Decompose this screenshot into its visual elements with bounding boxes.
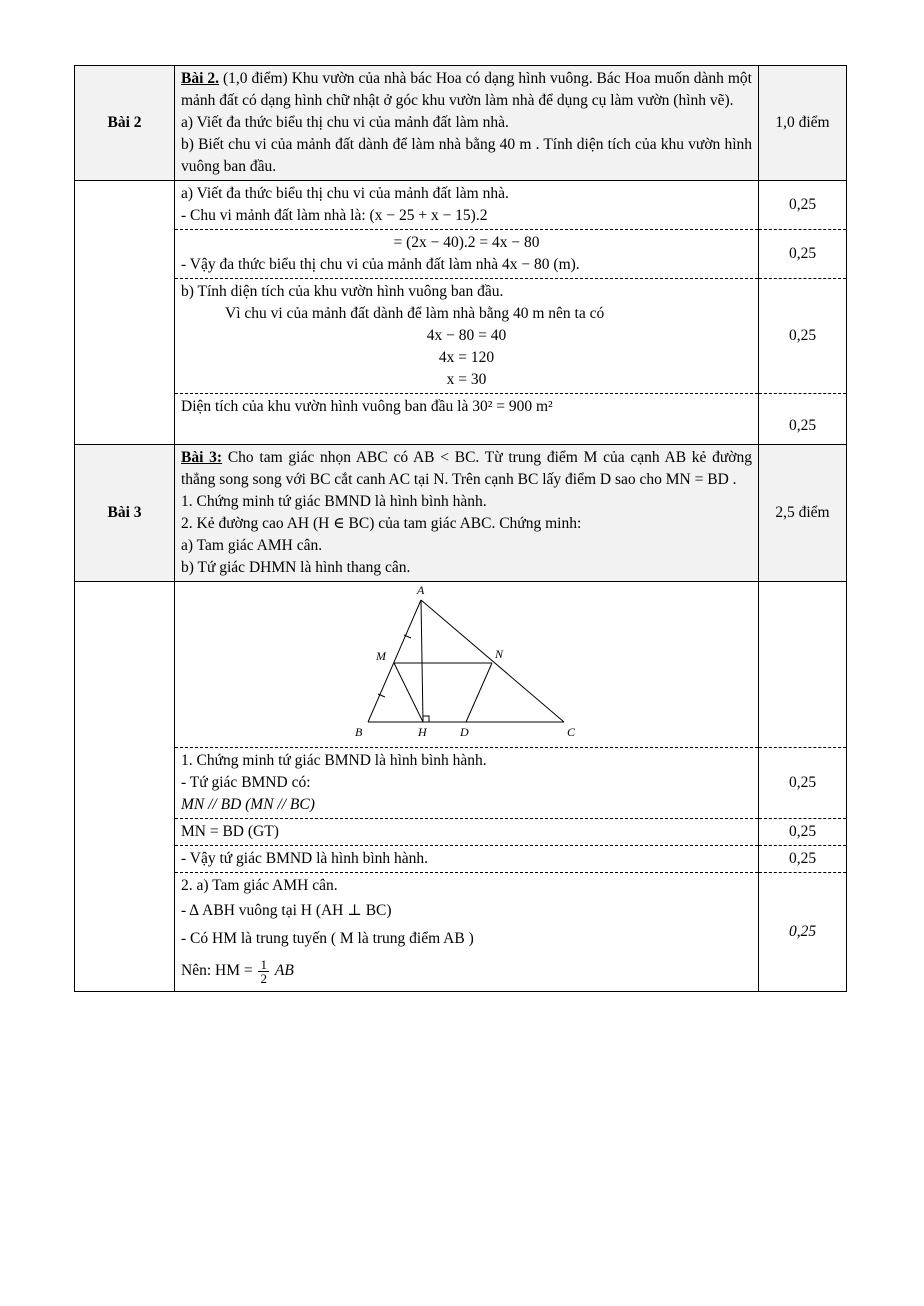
bai2-step3-eq3: x = 30 <box>446 371 487 388</box>
bai2-step3-eq1: 4x − 80 = 40 <box>426 327 507 344</box>
bai2-step1-head: a) Viết đa thức biểu thị chu vi của mảnh đất làm nhà. <box>181 185 509 202</box>
bai3-figure-row <box>75 582 847 748</box>
bai2-title: Bài 2. <box>181 70 220 87</box>
label-b: B <box>355 725 363 739</box>
right-angle-mark <box>423 716 429 722</box>
bai3-question-2: 2. Kẻ đường cao AH (H ∈ BC) của tam giác ABC. Chứng minh: <box>181 515 582 532</box>
bai2-question-a: a) Viết đa thức biểu thị chu vi của mảnh đất làm nhà. <box>181 114 509 131</box>
fraction-denominator: 2 <box>260 970 267 986</box>
bai3-part2-score: 0,25 <box>759 819 847 846</box>
fraction-one-half <box>258 958 269 985</box>
bai2-step3-head: b) Tính diện tích của khu vườn hình vuông ban đầu. <box>181 283 504 300</box>
bai3-part1 <box>175 748 759 819</box>
bai3-question-2a: a) Tam giác AMH cân. <box>181 537 323 554</box>
bai2-score: 1,0 điểm <box>759 66 847 181</box>
bai3-part1-score: 0,25 <box>759 748 847 819</box>
bai2-step4-score: 0,25 <box>759 394 847 445</box>
bai2-problem-row <box>75 66 847 181</box>
bai3-part3 <box>175 846 759 873</box>
bai3-problem-row <box>75 445 847 582</box>
bai3-intro: Cho tam giác nhọn ABC có AB < BC. Từ trung điểm M của cạnh AB kẻ đường thẳng song song với BC cắt canh AC tại N. Trên cạnh BC lấy điểm D sao cho MN = BD . <box>181 449 753 488</box>
bai2-step3-score: 0,25 <box>759 279 847 394</box>
bai3-part2-row <box>75 819 847 846</box>
bai3-figure-score-blank <box>759 582 847 748</box>
bai3-part4-line1: - Δ ABH vuông tại H (AH ⊥ BC) <box>181 902 392 919</box>
bai2-step3-line: Vì chu vi của mảnh đất dành để làm nhà bằng 40 m nên ta có <box>225 305 605 322</box>
bai2-step1-line: - Chu vi mảnh đất làm nhà là: (x − 25 + x − 15).2 <box>181 207 488 224</box>
triangle-figure <box>175 582 745 740</box>
bai3-part4-head: 2. a) Tam giác AMH cân. <box>181 877 338 894</box>
bai3-score: 2,5 điểm <box>759 445 847 582</box>
bai3-part3-line: - Vậy tứ giác BMND là hình bình hành. <box>181 850 429 867</box>
bai2-solution-blank <box>75 181 175 445</box>
bai2-step2 <box>175 230 759 279</box>
bai2-step2-eq: = (2x − 40).2 = 4x − 80 <box>393 234 540 251</box>
bai3-part3-row <box>75 846 847 873</box>
bai2-step1-row <box>75 181 847 230</box>
bai2-intro: (1,0 điểm) Khu vườn của nhà bác Hoa có dạng hình vuông. Bác Hoa muốn dành một mảnh đất có dạng hình chữ nhật ở góc khu vườn làm nhà để dụng cụ làm vườn (hình vẽ). <box>181 70 752 109</box>
bai3-part1-line1: - Tứ giác BMND có: <box>181 774 311 791</box>
bai2-step3-eq2: 4x = 120 <box>438 349 495 366</box>
bai2-step1 <box>175 181 759 230</box>
bai3-title: Bài 3: <box>181 449 223 466</box>
bai3-part2-line: MN = BD (GT) <box>181 823 279 840</box>
bai2-problem <box>175 66 759 181</box>
bai3-part4-row <box>75 873 847 992</box>
bai2-step4-line: Diện tích của khu vườn hình vuông ban đầu là 30² = 900 m² <box>181 398 553 415</box>
bai3-part3-score: 0,25 <box>759 846 847 873</box>
bai2-step4-row <box>75 394 847 445</box>
bai2-step2-line: - Vậy đa thức biểu thị chu vi của mảnh đất làm nhà 4x − 80 (m). <box>181 256 580 273</box>
segment-nd <box>466 663 492 722</box>
bai2-step4 <box>175 394 759 445</box>
label-a: A <box>417 583 425 597</box>
label-d: D <box>460 725 469 739</box>
bai3-question-2b: b) Tứ giác DHMN là hình thang cân. <box>181 559 411 576</box>
bai2-question-b: b) Biết chu vi của mảnh đất dành để làm nhà bằng 40 m . Tính diện tích của khu vườn hình vuông ban đầu. <box>181 136 752 175</box>
bai2-step3-row <box>75 279 847 394</box>
bai2-step1-score: 0,25 <box>759 181 847 230</box>
bai3-part4-line3-post: AB <box>274 962 294 979</box>
bai3-part1-line2: MN // BD (MN // BC) <box>181 796 315 813</box>
fraction-numerator: 1 <box>260 956 267 972</box>
bai2-label: Bài 2 <box>75 66 175 181</box>
bai3-label: Bài 3 <box>75 445 175 582</box>
bai3-part4-score: 0,25 <box>759 873 847 992</box>
bai3-part4-line2: - Có HM là trung tuyến ( M là trung điểm AB ) <box>181 930 474 947</box>
bai3-problem <box>175 445 759 582</box>
bai3-part4-line3 <box>181 953 752 989</box>
bai3-part1-head: 1. Chứng minh tứ giác BMND là hình bình hành. <box>181 752 487 769</box>
bai3-part2 <box>175 819 759 846</box>
label-n: N <box>495 647 504 661</box>
bai2-step3 <box>175 279 759 394</box>
label-m: M <box>376 649 386 663</box>
bai2-step2-row <box>75 230 847 279</box>
bai3-question-1: 1. Chứng minh tứ giác BMND là hình bình hành. <box>181 493 487 510</box>
segment-mh <box>394 663 423 722</box>
label-h: H <box>418 725 427 739</box>
bai3-solution-blank <box>75 582 175 992</box>
bai3-figure-cell <box>175 582 759 748</box>
altitude-ah <box>421 600 423 722</box>
label-c: C <box>567 725 576 739</box>
bai3-part4 <box>175 873 759 992</box>
grading-table <box>74 65 847 992</box>
bai3-part1-row <box>75 748 847 819</box>
segment-ac <box>421 600 564 722</box>
bai3-part4-line3-pre: Nên: HM = <box>181 962 253 979</box>
bai2-step2-score: 0,25 <box>759 230 847 279</box>
